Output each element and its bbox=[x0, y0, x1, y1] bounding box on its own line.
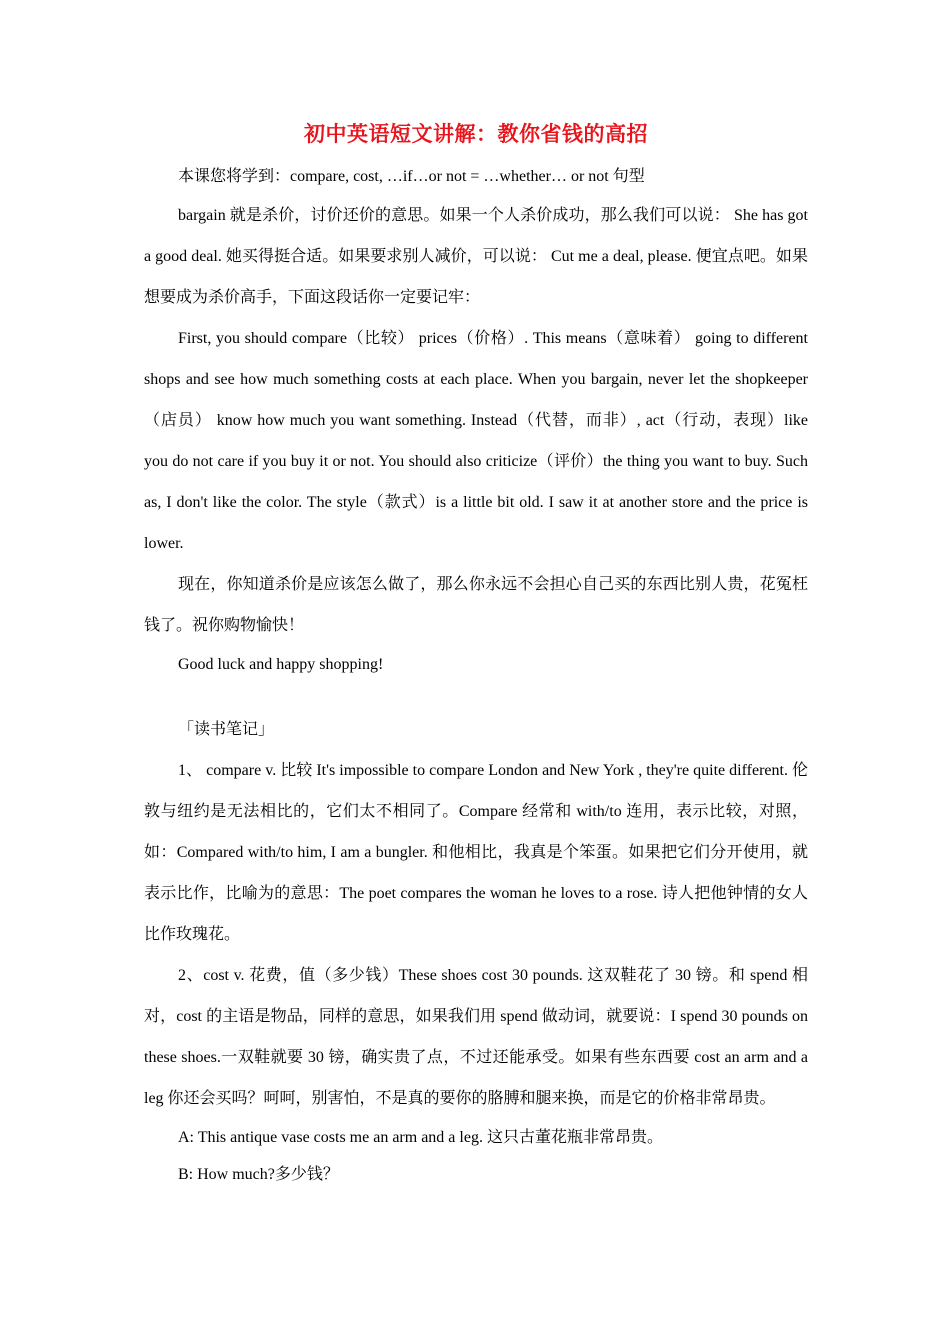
note-compare: 1、 compare v. 比较 It's impossible to compare London and New York , they're quite different. 伦敦与纽约是无法相比的，它们太不相同了。Compare 经常和 with/to 连用，表示比较，对照，如：Compared with/to him, I am a bungler. 和他相比，我真是个笨蛋。如果把它们分开使用，就表示比作，比喻为的意思：The poet compares the woman he loves to a rose. 诗人把他钟情的女人比作玫瑰花。 bbox=[144, 762, 808, 943]
document-title: 初中英语短文讲解：教你省钱的高招 bbox=[304, 122, 648, 146]
note-cost: 2、cost v. 花费，值（多少钱）These shoes cost 30 pounds. 这双鞋花了 30 镑。和 spend 相对，cost 的主语是物品，同样的意思，如果我们用 spend 做动词，就要说：I spend 30 pounds on these shoes.一双鞋就要 30 镑，确实贵了点，不过还能承受。如果有些东西要 cost an arm and a leg 你还会买吗？呵呵，别害怕，不是真的要你的胳膊和腿来换，而是它的价格非常昂贵。 bbox=[144, 967, 808, 1107]
good-luck-line: Good luck and happy shopping! bbox=[178, 656, 384, 673]
intro-paragraph: 本课您将学到：compare, cost, …if…or not = …whether… or not 句型 bbox=[178, 168, 645, 185]
document-page bbox=[144, 118, 808, 1193]
section-gap bbox=[144, 683, 808, 709]
passage-paragraph: First, you should compare（比较） prices（价格）. This means（意味着） going to different shops and see how much something costs at each place. When you bargain, never let the shopkeeper（店员） know how much you want something. Instead（代替，而非）, act（行动，表现）like you do not care if you buy it or not. You should also criticize（评价）the thing you want to buy. Such as, I don't like the color. The style（款式）is a little bit old. I saw it at another store and the price is lower. bbox=[144, 330, 808, 552]
notes-heading: 「读书笔记」 bbox=[178, 721, 275, 738]
conclusion-paragraph: 现在，你知道杀价是应该怎么做了，那么你永远不会担心自己买的东西比别人贵，花冤枉钱了。祝你购物愉快！ bbox=[144, 576, 808, 634]
dialog-line-b: B: How much?多少钱？ bbox=[178, 1166, 339, 1183]
bargain-paragraph: bargain 就是杀价，讨价还价的意思。如果一个人杀价成功，那么我们可以说： She has got a good deal. 她买得挺合适。如果要求别人减价，可以说： Cut me a deal, please. 便宜点吧。如果想要成为杀价高手，下面这段话你一定要记牢： bbox=[144, 207, 808, 306]
dialog-line-a: A: This antique vase costs me an arm and a leg. 这只古董花瓶非常昂贵。 bbox=[178, 1129, 663, 1146]
